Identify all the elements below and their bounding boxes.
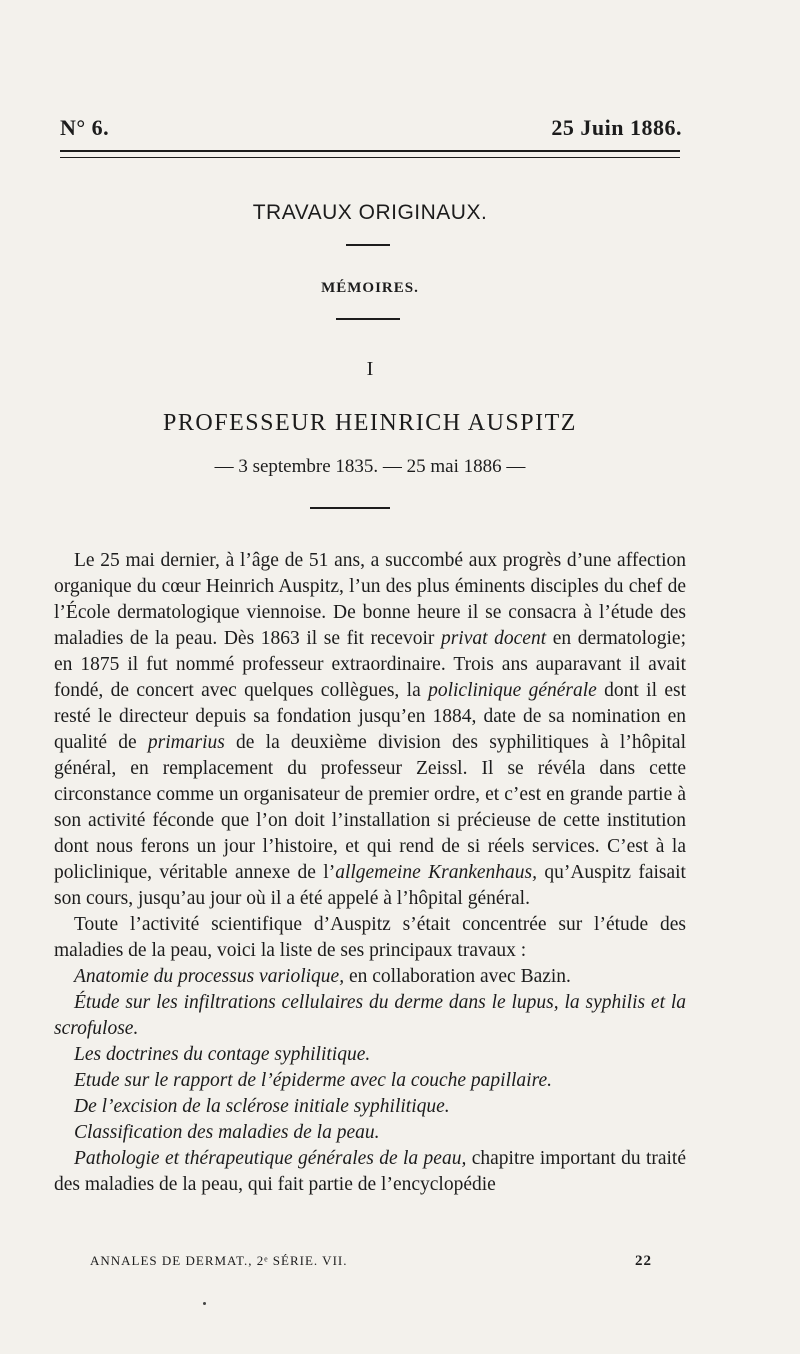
work-item <box>54 990 686 1042</box>
work-title: De l’excision de la sclérose initiale syphilitique. <box>74 1096 450 1117</box>
title-divider <box>310 507 390 509</box>
paragraph-1 <box>54 548 686 912</box>
italic-term: privat docent <box>440 628 547 649</box>
work-title: Anatomie du processus variolique, <box>74 966 345 987</box>
header-double-rule <box>60 150 680 158</box>
work-title: Les doctrines du contage syphilitique. <box>74 1044 371 1065</box>
work-item <box>54 964 686 990</box>
text-run: Le 25 mai dernier, à l’âge de 51 ans, a succombé aux progrès d’une affection organique du cœur Heinrich Auspitz, l’un des plus éminents disciples du chef de l’École dermatologique viennoise. De bonne heure il se consacra à l’étude des maladies de la peau. Dès 1863 il se fit recevoir <box>54 550 686 649</box>
work-title: Etude sur le rapport de l’épiderme avec la couche papillaire. <box>74 1070 552 1091</box>
paragraph-2: Toute l’activité scientifique d’Auspitz s’était concentrée sur l’étude des maladies de la peau, voici la liste de ses principaux travaux : <box>54 914 686 961</box>
work-item <box>54 1120 686 1146</box>
ink-speck <box>203 1302 206 1305</box>
subsection-title: MÉMOIRES. <box>321 280 419 296</box>
issue-number: N° 6. <box>60 115 110 140</box>
text-run: dont il est resté le directeur depuis sa fondation jusqu’en 1884, date de sa nomination en qualité de <box>54 680 686 753</box>
section-title: TRAVAUX ORIGINAUX. <box>252 201 488 224</box>
work-title: Pathologie et thérapeutique générales de la peau, <box>74 1148 467 1169</box>
work-item <box>54 1042 686 1068</box>
work-title: Classification des maladies de la peau. <box>74 1122 380 1143</box>
works-list <box>54 964 686 1198</box>
page-footer <box>90 1253 652 1270</box>
work-note: en collaboration avec Bazin. <box>344 966 571 987</box>
italic-term: allgemeine Krankenhaus, <box>335 862 537 883</box>
work-note: chapitre important du traité des maladies de la peau, qui fait partie de l’encyclopédie <box>54 1148 686 1195</box>
issue-date: 25 Juin 1886. <box>551 115 682 140</box>
article-body <box>54 548 686 1198</box>
subsection-divider <box>336 318 400 320</box>
text-run: qu’Auspitz faisait son cours, jusqu’au jour où il a été appelé à l’hôpital général. <box>54 862 686 909</box>
text-run: en dermatologie; en 1875 il fut nommé professeur extraordinaire. Trois ans auparavant il avait fondé, de concert avec quelques collègues, la <box>54 628 687 701</box>
work-item <box>54 1094 686 1120</box>
work-item <box>54 1146 686 1198</box>
running-header <box>60 115 682 141</box>
italic-term: primarius <box>147 732 225 753</box>
section-divider <box>346 244 390 246</box>
article-dates: — 3 septembre 1835. — 25 mai 1886 — <box>214 456 526 477</box>
page-number: 22 <box>635 1253 652 1269</box>
journal-signature: ANNALES DE DERMAT., 2ᵉ SÉRIE. VII. <box>90 1253 348 1268</box>
text-run: de la deuxième division des syphilitiques à l’hôpital général, en remplacement du professeur Zeissl. Il se révéla dans cette circonstance comme un organisateur de premier ordre, et c’est en grande partie à son activité féconde que l’on doit l’installation si précieuse de cette institution dont nous ferons un jour l’histoire, et qui rend de si réels services. C’est à la policlinique, véritable annexe de l’ <box>54 732 686 883</box>
work-title: Étude sur les infiltrations cellulaires du derme dans le lupus, la syphilis et la scrofulose. <box>54 992 686 1039</box>
italic-term: policlinique générale <box>428 680 597 701</box>
article-title: PROFESSEUR HEINRICH AUSPITZ <box>163 410 577 436</box>
work-item <box>54 1068 686 1094</box>
article-number: I <box>366 358 374 380</box>
